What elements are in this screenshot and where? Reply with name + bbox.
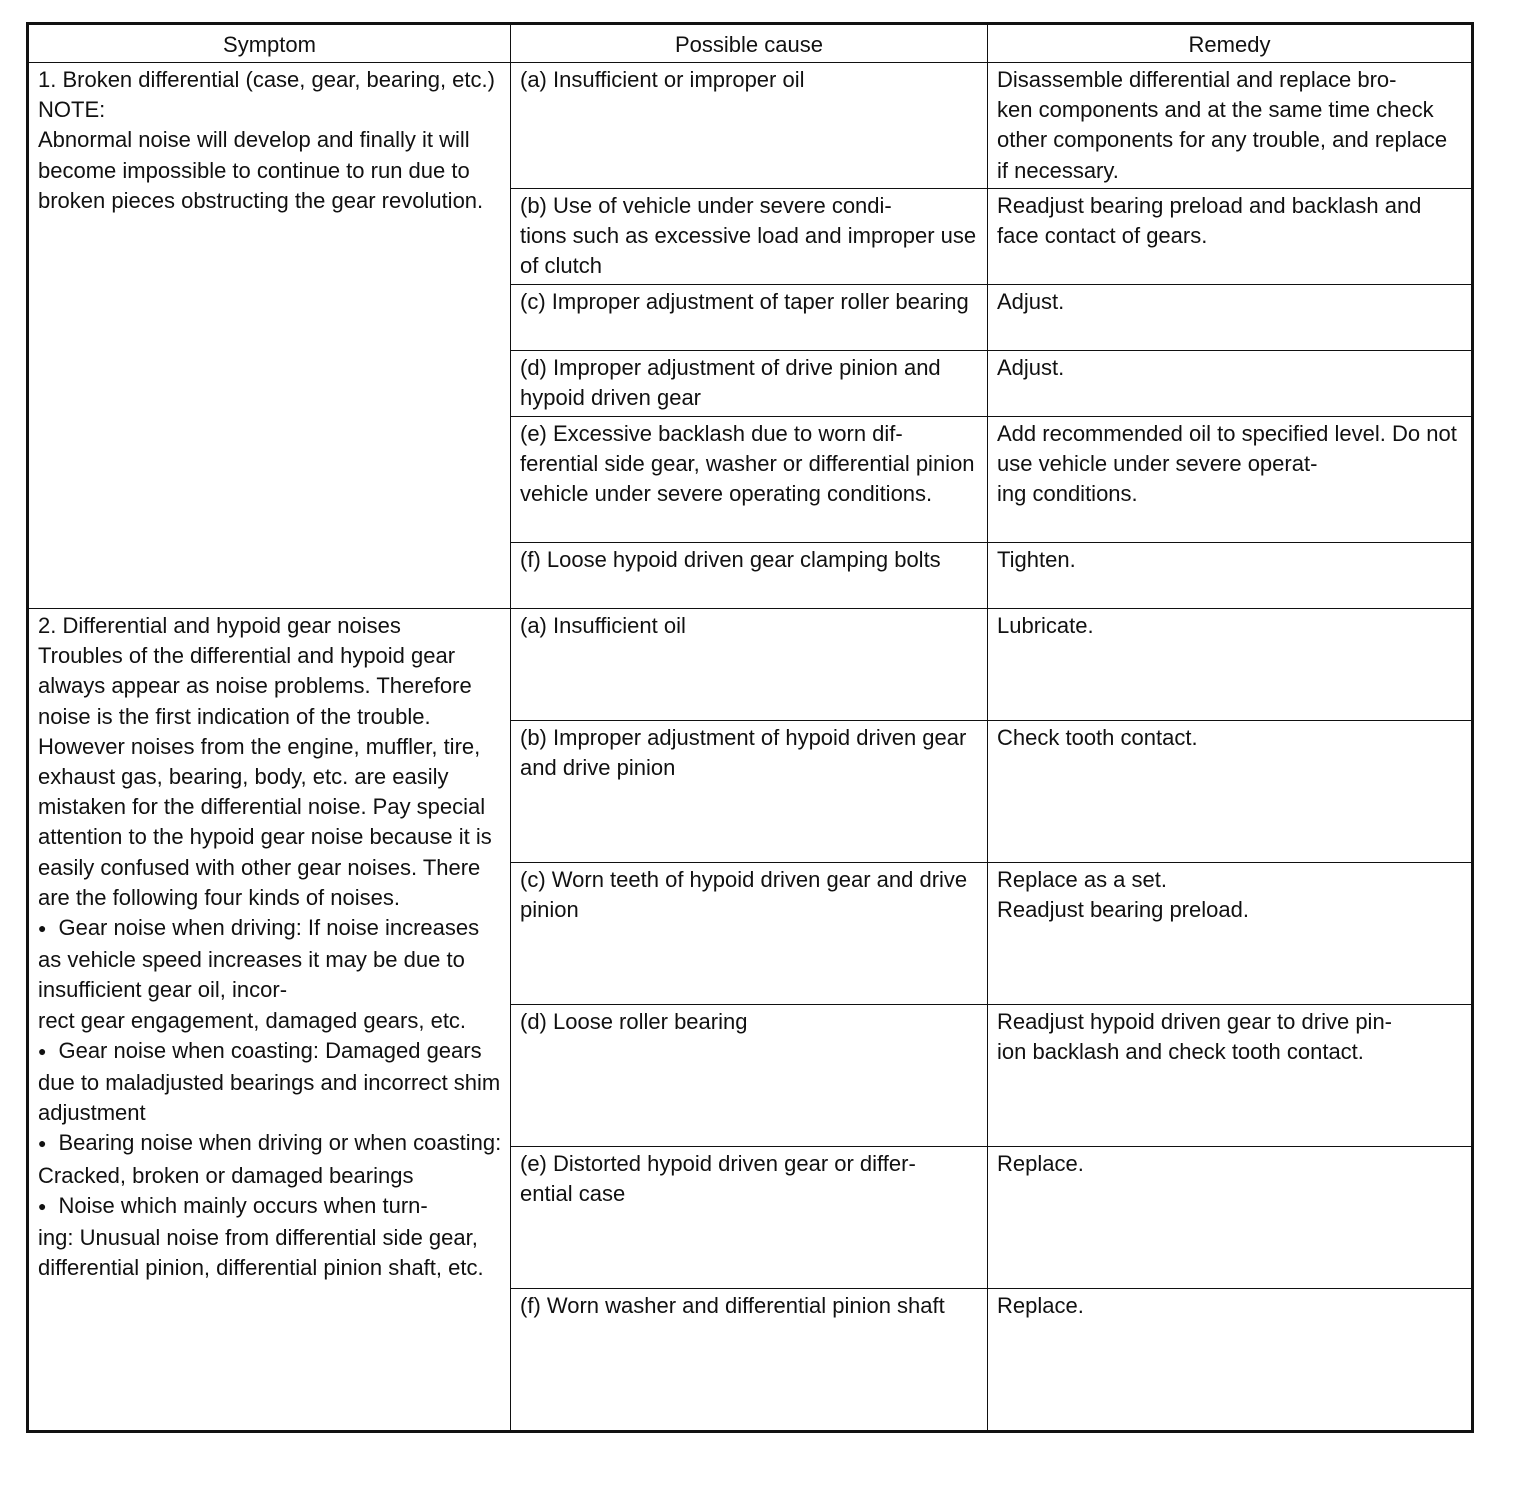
remedy-cell: Adjust. xyxy=(988,285,1473,351)
possible-cause-cell: (b) Improper adjustment of hypoid driven gear and drive pinion xyxy=(511,721,988,863)
remedy-cell: Lubricate. xyxy=(988,609,1473,721)
table-row xyxy=(28,609,1473,721)
possible-cause-cell: (c) Worn teeth of hypoid driven gear and drive pinion xyxy=(511,863,988,1005)
table-body xyxy=(28,63,1473,1432)
symptom-bullet-item: ● Gear noise when coasting: Damaged gears due to maladjusted bearings and incorrect shim adjustment xyxy=(38,1036,503,1129)
possible-cause-cell: (a) Insufficient or improper oil xyxy=(511,63,988,189)
remedy-cell: Replace. xyxy=(988,1289,1473,1432)
remedy-cell: Readjust bearing preload and backlash and face contact of gears. xyxy=(988,189,1473,285)
header-possible-cause: Possible cause xyxy=(511,24,988,63)
header-row xyxy=(28,24,1473,63)
symptom-text: NOTE: xyxy=(38,97,106,123)
possible-cause-cell: (a) Insufficient oil xyxy=(511,609,988,721)
possible-cause-cell: (e) Distorted hypoid driven gear or differ- ential case xyxy=(511,1147,988,1289)
possible-cause-cell: (f) Loose hypoid driven gear clamping bolts xyxy=(511,543,988,609)
symptom-bullet-item: ● Gear noise when driving: If noise increases as vehicle speed increases it may be due to insufficient gear oil, incor- rect gear engagement, damaged gears, etc. xyxy=(38,913,503,1036)
symptom-text: 2. Differential and hypoid gear noises xyxy=(38,613,401,638)
remedy-cell: Replace. xyxy=(988,1147,1473,1289)
symptom-bullet-item: ● Noise which mainly occurs when turn- ing: Unusual noise from differential side gear, differential pinion, differential pinion shaft, etc. xyxy=(38,1191,503,1284)
remedy-cell: Check tooth contact. xyxy=(988,721,1473,863)
symptom-cell xyxy=(28,63,511,609)
possible-cause-cell: (c) Improper adjustment of taper roller bearing xyxy=(511,285,988,351)
symptom-text: 1. Broken differential (case, gear, bearing, etc.) xyxy=(38,67,495,92)
possible-cause-cell: (b) Use of vehicle under severe condi- tions such as excessive load and improper use of clutch xyxy=(511,189,988,285)
possible-cause-cell: (e) Excessive backlash due to worn dif- ferential side gear, washer or differential pinion vehicle under severe operating conditions. xyxy=(511,417,988,543)
header-remedy: Remedy xyxy=(988,24,1473,63)
symptom-text: Abnormal noise will develop and finally it will become impossible to continue to run due to broken pieces obstructing the gear revolution. xyxy=(38,127,484,213)
remedy-cell: Readjust hypoid driven gear to drive pin- ion backlash and check tooth contact. xyxy=(988,1005,1473,1147)
remedy-cell: Disassemble differential and replace bro- ken components and at the same time check other components for any trouble, and replace if necessary. xyxy=(988,63,1473,189)
remedy-cell: Adjust. xyxy=(988,351,1473,417)
symptom-cell xyxy=(28,609,511,1432)
possible-cause-cell: (f) Worn washer and differential pinion shaft xyxy=(511,1289,988,1432)
possible-cause-cell: (d) Loose roller bearing xyxy=(511,1005,988,1147)
table-row xyxy=(28,63,1473,189)
remedy-cell: Add recommended oil to specified level. Do not use vehicle under severe operat- ing conditions. xyxy=(988,417,1473,543)
header-symptom: Symptom xyxy=(28,24,511,63)
remedy-cell: Replace as a set. Readjust bearing preload. xyxy=(988,863,1473,1005)
possible-cause-cell: (d) Improper adjustment of drive pinion and hypoid driven gear xyxy=(511,351,988,417)
symptom-bullet-item: ● Bearing noise when driving or when coasting: Cracked, broken or damaged bearings xyxy=(38,1128,503,1190)
symptom-text: Troubles of the differential and hypoid gear always appear as noise problems. Therefore noise is the first indication of the trouble. However noises from the engine, muffler, tire, exhaust gas, bearing, body, etc. are easily mistaken for the differential noise. Pay special attention to the hypoid gear noise because it is easily confused with other gear noises. There are the following four kinds of noises. xyxy=(38,643,492,910)
troubleshooting-table xyxy=(26,22,1474,1433)
remedy-cell: Tighten. xyxy=(988,543,1473,609)
